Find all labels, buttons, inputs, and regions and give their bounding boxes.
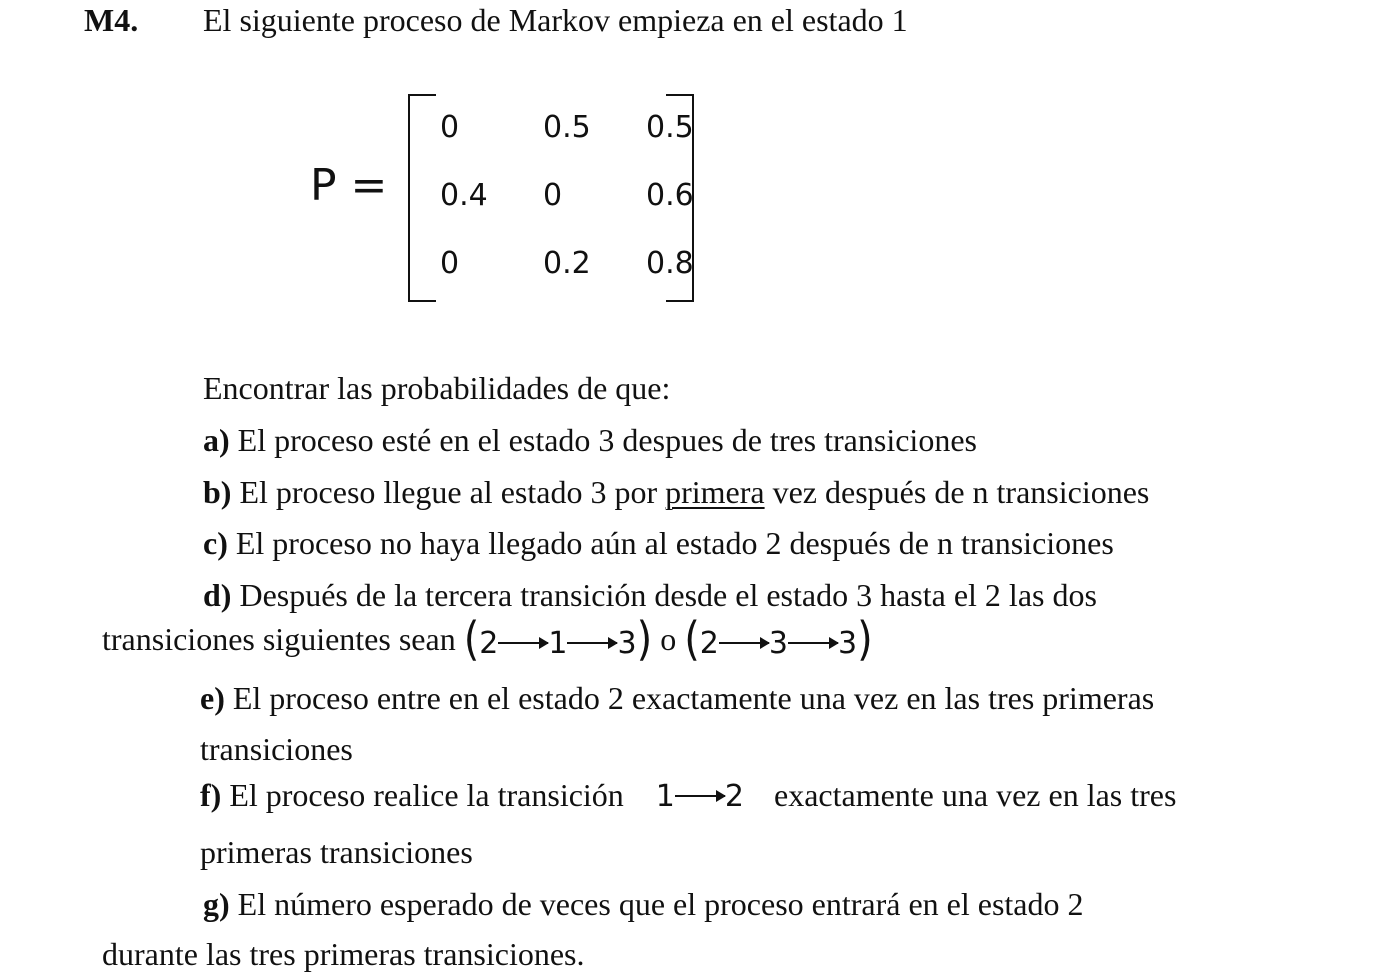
- question-text: Después de la tercera transición desde el estado 3 hasta el 2 las dos: [239, 577, 1097, 613]
- question-c: [203, 527, 1114, 559]
- sequence-1: [463, 613, 661, 667]
- sequence-2: [684, 613, 873, 667]
- question-text: transiciones: [200, 731, 353, 767]
- question-d-line2: [102, 613, 873, 667]
- state-number: 3: [617, 626, 637, 661]
- question-text: exactamente una vez en las tres: [773, 777, 1177, 813]
- state-number: 2: [479, 626, 499, 661]
- matrix-cell: 0.4: [440, 178, 488, 213]
- matrix-cell: 0: [440, 110, 460, 145]
- question-label: b): [203, 474, 232, 510]
- matrix-cell: 0.5: [646, 110, 694, 145]
- arrow-right-icon: [675, 795, 725, 797]
- matrix-cell: 0.2: [543, 246, 591, 281]
- question-label: d): [203, 577, 232, 613]
- question-label: c): [203, 525, 228, 561]
- problem-statement: El siguiente proceso de Markov empieza en el estado 1: [203, 2, 908, 38]
- open-paren: (: [463, 613, 480, 667]
- close-paren: ): [636, 613, 653, 667]
- transition: [656, 777, 744, 813]
- question-text: durante las tres primeras transiciones.: [102, 936, 585, 972]
- question-e: [200, 682, 1154, 714]
- matrix-left-bracket: [408, 94, 436, 302]
- question-label: e): [200, 680, 225, 716]
- question-text: El proceso esté en el estado 3 despues de tres transiciones: [237, 422, 977, 458]
- matrix-cell: 0: [543, 178, 563, 213]
- question-text: El proceso realice la transición: [229, 777, 624, 813]
- question-f: [200, 779, 1176, 812]
- matrix-cell: 0: [440, 246, 460, 281]
- state-number: 1: [548, 626, 568, 661]
- state-number: 3: [768, 626, 788, 661]
- arrow-right-icon: [788, 642, 838, 644]
- matrix-cell: 0.8: [646, 246, 694, 281]
- question-label: a): [203, 422, 230, 458]
- question-text: El número esperado de veces que el proceso entrará en el estado 2: [237, 886, 1084, 922]
- question-text: primeras transiciones: [200, 834, 473, 870]
- close-paren: ): [857, 613, 873, 667]
- open-paren: (: [684, 613, 700, 667]
- question-text: vez después de n transiciones: [772, 474, 1150, 510]
- matrix-cell: 0.6: [646, 178, 694, 213]
- question-label: f): [200, 777, 222, 813]
- matrix-cell: 0.5: [543, 110, 591, 145]
- question-d: [203, 579, 1097, 611]
- question-label: g): [203, 886, 230, 922]
- state-number: 2: [724, 779, 744, 814]
- question-text: El proceso entre en el estado 2 exactamente una vez en las tres primeras: [232, 680, 1155, 716]
- matrix-label: P =: [310, 160, 388, 211]
- problem-number: M4.: [84, 2, 139, 38]
- state-number: 1: [655, 779, 675, 814]
- question-b: [203, 476, 1149, 508]
- question-a: [203, 424, 977, 456]
- underlined-word: primera: [665, 474, 765, 510]
- question-text: El proceso llegue al estado 3 por: [239, 474, 658, 510]
- state-number: 3: [837, 626, 858, 661]
- questions-intro: Encontrar las probabilidades de que:: [203, 370, 671, 406]
- arrow-right-icon: [719, 642, 769, 644]
- question-g: [203, 888, 1084, 920]
- question-text: El proceso no haya llegado aún al estado 2 después de n transiciones: [235, 525, 1114, 561]
- connector: o: [660, 621, 677, 657]
- state-number: 2: [699, 626, 719, 661]
- arrow-right-icon: [567, 642, 617, 644]
- question-text: transiciones siguientes sean: [102, 621, 456, 657]
- arrow-right-icon: [498, 642, 548, 644]
